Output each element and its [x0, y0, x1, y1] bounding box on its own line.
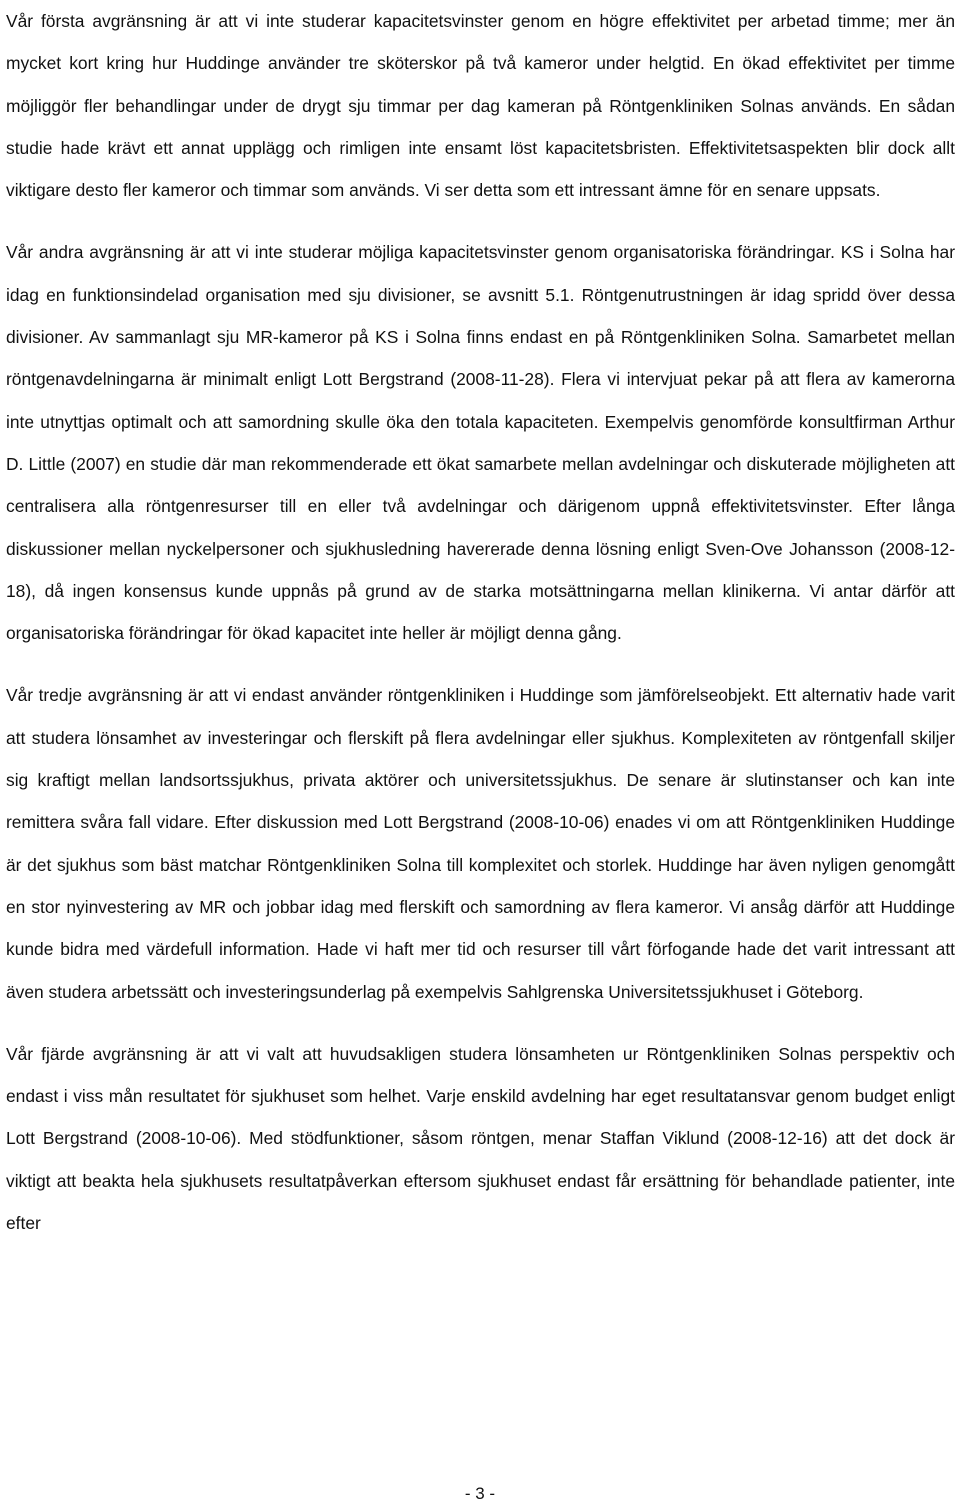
paragraph-fourth-limitation: Vår fjärde avgränsning är att vi valt att huvudsakligen studera lönsamheten ur Röntgenkliniken Solnas perspektiv och endast i viss mån resultatet för sjukhuset som helhet. Varje enskild avdelning har eget resultatansvar genom budget enligt Lott Bergstrand (2008-10-06). Med stödfunktioner, såsom röntgen, menar Staffan Viklund (2008-12-16) att det dock är viktigt att beakta hela sjukhusets resultatpåverkan eftersom sjukhuset endast får ersättning för behandlade patienter, inte efter: [6, 1043, 955, 1234]
paragraph-first-limitation: Vår första avgränsning är att vi inte studerar kapacitetsvinster genom en högre effektivitet per arbetad timme; mer än mycket kort kring hur Huddinge använder tre sköterskor på två kameror under helgtid. En ökad effektivitet per timme möjliggör fler behandlingar under de drygt sju timmar per dag kameran på Röntgenkliniken Solnas används. En sådan studie hade krävt ett annat upplägg och rimligen inte ensamt löst kapacitetsbristen. Effektivitetsaspekten blir dock allt viktigare desto fler kameror och timmar som används. Vi ser detta som ett intressant ämne för en senare uppsats.: [6, 11, 955, 201]
paragraph-second-limitation: Vår andra avgränsning är att vi inte studerar möjliga kapacitetsvinster genom organisatoriska förändringar. KS i Solna har idag en funktionsindelad organisation med sju divisioner, se avsnitt 5.1. Röntgenutrustningen är idag spridd över dessa divisioner. Av sammanlagt sju MR-kameror på KS i Solna finns endast en på Röntgenkliniken Solna. Samarbetet mellan röntgenavdelningarna är minimalt enligt Lott Bergstrand (2008-11-28). Flera vi intervjuat pekar på att flera av kamerorna inte utnyttjas optimalt och att samordning skulle öka den totala kapaciteten. Exempelvis genomförde konsultfirman Arthur D. Little (2007) en studie där man rekommenderade ett ökat samarbete mellan avdelningar och diskuterade möjligheten att centralisera alla röntgenresurser till en eller två avdelningar och därigenom uppnå effektivitetsvinster. Efter långa diskussioner mellan nyckelpersoner och sjukhusledning havererade denna lösning enligt Sven-Ove Johansson (2008-12-18), då ingen konsensus kunde uppnås på grund av de starka motsättningarna mellan klinikerna. Vi antar därför att organisatoriska förändringar för ökad kapacitet inte heller är möjligt denna gång.: [6, 242, 955, 644]
document-page: [6, 0, 955, 1244]
paragraph-third-limitation: Vår tredje avgränsning är att vi endast använder röntgenkliniken i Huddinge som jämförelseobjekt. Ett alternativ hade varit att studera lönsamhet av investeringar och flerskift på flera avdelningar eller sjukhus. Komplexiteten av röntgenfall skiljer sig kraftigt mellan landsortssjukhus, privata aktörer och universitetssjukhus. De senare är slutinstanser och kan inte remittera svåra fall vidare. Efter diskussion med Lott Bergstrand (2008-10-06) enades vi om att Röntgenkliniken Huddinge är det sjukhus som bäst matchar Röntgenkliniken Solna till komplexitet och storlek. Huddinge har även nyligen genomgått en stor nyinvestering av MR och jobbar idag med flerskift och samordning av flera kameror. Vi ansåg därför att Huddinge kunde bidra med värdefull information. Hade vi haft mer tid och resurser till vårt förfogande hade det varit intressant att även studera arbetssätt och investeringsunderlag på exempelvis Sahlgrenska Universitetssjukhuset i Göteborg.: [6, 685, 955, 1002]
page-number: - 3 -: [464, 1484, 496, 1503]
